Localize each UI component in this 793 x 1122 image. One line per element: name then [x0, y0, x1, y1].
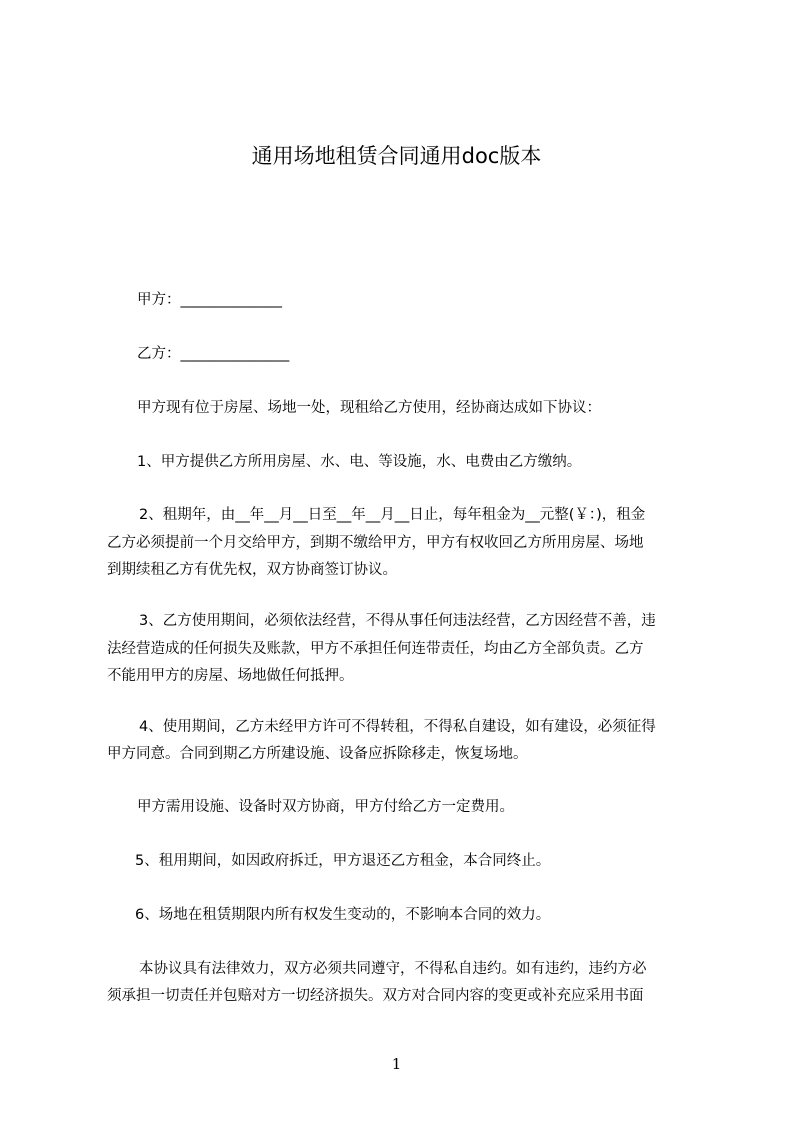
clause-2-line-1: 2、租期年，由__年__月__日至__年__月__日止，每年租金为__元整(￥：)，租金 [139, 507, 646, 523]
closing-line-1: 本协议具有法律效力，双方必须共同遵守，不得私自违约。如有违约，违约方必 [139, 961, 647, 977]
party-a-line: 甲方：______________ [137, 292, 282, 308]
clause-2-line-3: 到期续租乙方有优先权，双方协商签订协议。 [107, 562, 397, 578]
document-title: 通用场地租赁合同通用doc版本 [251, 144, 542, 168]
clause-4-line-2: 甲方同意。合同到期乙方所建设施、设备应拆除移走，恢复场地。 [107, 746, 528, 762]
clause-4-note: 甲方需用设施、设备时双方协商，甲方付给乙方一定费用。 [137, 799, 514, 815]
intro-paragraph: 甲方现有位于房屋、场地一处，现租给乙方使用，经协商达成如下协议： [137, 400, 601, 416]
page-number: 1 [391, 1055, 402, 1073]
clause-3-line-3: 不能用甲方的房屋、场地做任何抵押。 [107, 668, 354, 684]
clause-3-line-1: 3、乙方使用期间，必须依法经营，不得从事任何违法经营，乙方因经营不善，违 [139, 613, 656, 629]
clause-1: 1、甲方提供乙方所用房屋、水、电、等设施，水、电费由乙方缴纳。 [137, 454, 582, 470]
clause-4-line-1: 4、使用期间，乙方未经甲方许可不得转租，不得私自建设，如有建设，必须征得 [139, 719, 656, 735]
closing-line-2: 须承担一切责任并包赔对方一切经济损失。双方对合同内容的变更或补充应采用书面 [107, 988, 644, 1004]
clause-6: 6、场地在租赁期限内所有权发生变动的，不影响本合同的效力。 [135, 907, 551, 923]
clause-3-line-2: 法经营造成的任何损失及账款，甲方不承担任何连带责任，均由乙方全部负责。乙方 [107, 641, 644, 657]
clause-2-line-2: 乙方必须提前一个月交给甲方，到期不缴给甲方，甲方有权收回乙方所用房屋、场地 [107, 535, 644, 551]
party-b-line: 乙方：_______________ [137, 346, 290, 362]
clause-5: 5、租用期间，如因政府拆迁，甲方退还乙方租金，本合同终止。 [135, 853, 551, 869]
